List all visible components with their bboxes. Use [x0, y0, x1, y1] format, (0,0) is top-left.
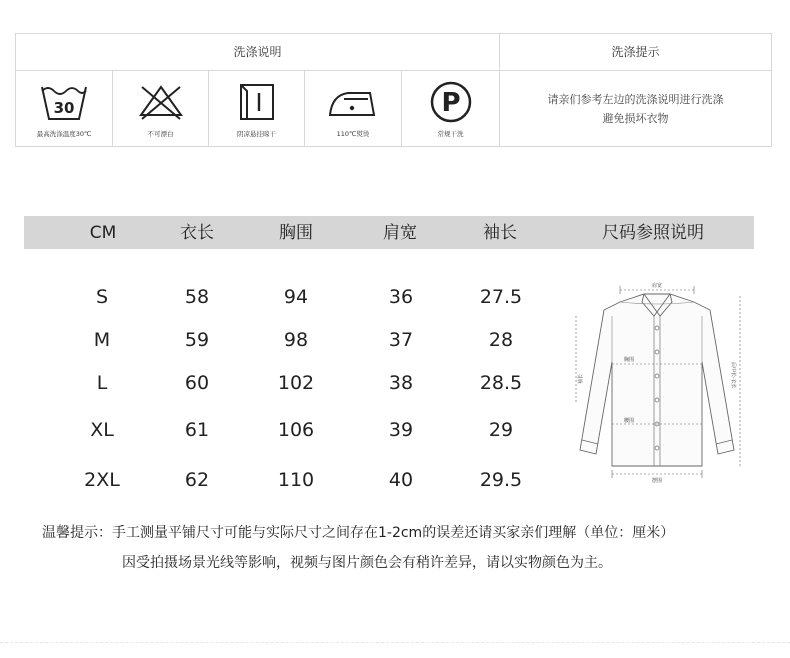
washing-instructions-header: 洗涤说明 — [16, 34, 500, 71]
care-caption: 阴凉悬挂晾干 — [237, 130, 276, 138]
sleeve-cell: 29.5 — [479, 469, 523, 491]
care-caption: 110℃熨烫 — [336, 130, 370, 138]
color-note: 因受拍摄场景光线等影响，视频与图片颜色会有稍许差异，请以实物颜色为主。 — [122, 555, 612, 571]
care-caption: 最高洗涤温度30℃ — [36, 130, 92, 138]
shoulder-cell: 36 — [388, 286, 414, 308]
washing-tip-text — [500, 71, 771, 146]
length-cell: 61 — [184, 419, 210, 441]
chest-cell: 102 — [277, 372, 315, 394]
dry-clean-letter: P — [440, 88, 461, 118]
washing-tip-line-1: 请亲们参考左边的洗涤说明进行洗涤 — [547, 92, 724, 106]
size-cell: L — [96, 372, 108, 394]
no-bleach-icon — [136, 81, 186, 123]
size-cell: 2XL — [84, 469, 120, 491]
shoulder-cell: 40 — [388, 469, 414, 491]
header-unit: CM — [89, 223, 117, 243]
dry-clean-icon — [426, 81, 476, 125]
header-chest: 胸围 — [279, 223, 313, 243]
care-item-wash — [16, 71, 113, 146]
care-item-bleach — [113, 71, 209, 146]
waist-label: 腰围 — [624, 418, 635, 424]
care-instructions-table — [15, 33, 772, 147]
length-cell: 60 — [184, 372, 210, 394]
care-item-dry — [209, 71, 305, 146]
sleeve-cell: 28.5 — [479, 372, 523, 394]
iron-110-icon — [326, 81, 380, 123]
care-item-iron — [305, 71, 402, 146]
wash-temperature-number: 30 — [53, 99, 75, 117]
wash-30-icon — [39, 81, 89, 123]
care-caption: 不可漂白 — [147, 130, 174, 138]
chest-cell: 106 — [277, 419, 315, 441]
length-label: 后中长·衣长 — [730, 362, 736, 389]
shoulder-cell: 39 — [388, 419, 414, 441]
length-cell: 58 — [184, 286, 210, 308]
size-cell: S — [95, 286, 109, 308]
bottom-divider — [0, 642, 790, 643]
chest-label: 胸围 — [624, 357, 635, 363]
hem-label: 摆围 — [651, 478, 663, 484]
measurement-note: 温馨提示：手工测量平铺尺寸可能与实际尺寸之间存在1-2cm的误差还请买家亲们理解（单位：厘米） — [42, 525, 675, 541]
header-size-reference: 尺码参照说明 — [602, 223, 704, 243]
size-table-header — [24, 216, 754, 249]
sleeve-cell: 27.5 — [479, 286, 523, 308]
shirt-measurement-diagram — [572, 272, 752, 486]
washing-tip-line-2: 避免损坏衣物 — [602, 111, 669, 125]
shoulder-cell: 37 — [388, 329, 414, 351]
chest-cell: 98 — [283, 329, 309, 351]
length-cell: 59 — [184, 329, 210, 351]
hang-dry-icon — [232, 81, 282, 123]
sleeve-cell: 29 — [488, 419, 514, 441]
sleeve-label: 袖长 — [578, 373, 584, 384]
header-sleeve: 袖长 — [483, 223, 517, 243]
size-cell: M — [93, 329, 111, 351]
chest-cell: 110 — [277, 469, 315, 491]
header-shoulder: 肩宽 — [383, 223, 417, 243]
length-cell: 62 — [184, 469, 210, 491]
washing-tips-header: 洗涤提示 — [500, 34, 771, 71]
care-item-dryclean — [402, 71, 500, 146]
shoulder-label: 肩宽 — [651, 283, 663, 289]
size-cell: XL — [90, 419, 114, 441]
chest-cell: 94 — [283, 286, 309, 308]
header-length: 衣长 — [180, 223, 214, 243]
sleeve-cell: 28 — [488, 329, 514, 351]
care-caption: 常规干洗 — [437, 130, 464, 138]
shoulder-cell: 38 — [388, 372, 414, 394]
